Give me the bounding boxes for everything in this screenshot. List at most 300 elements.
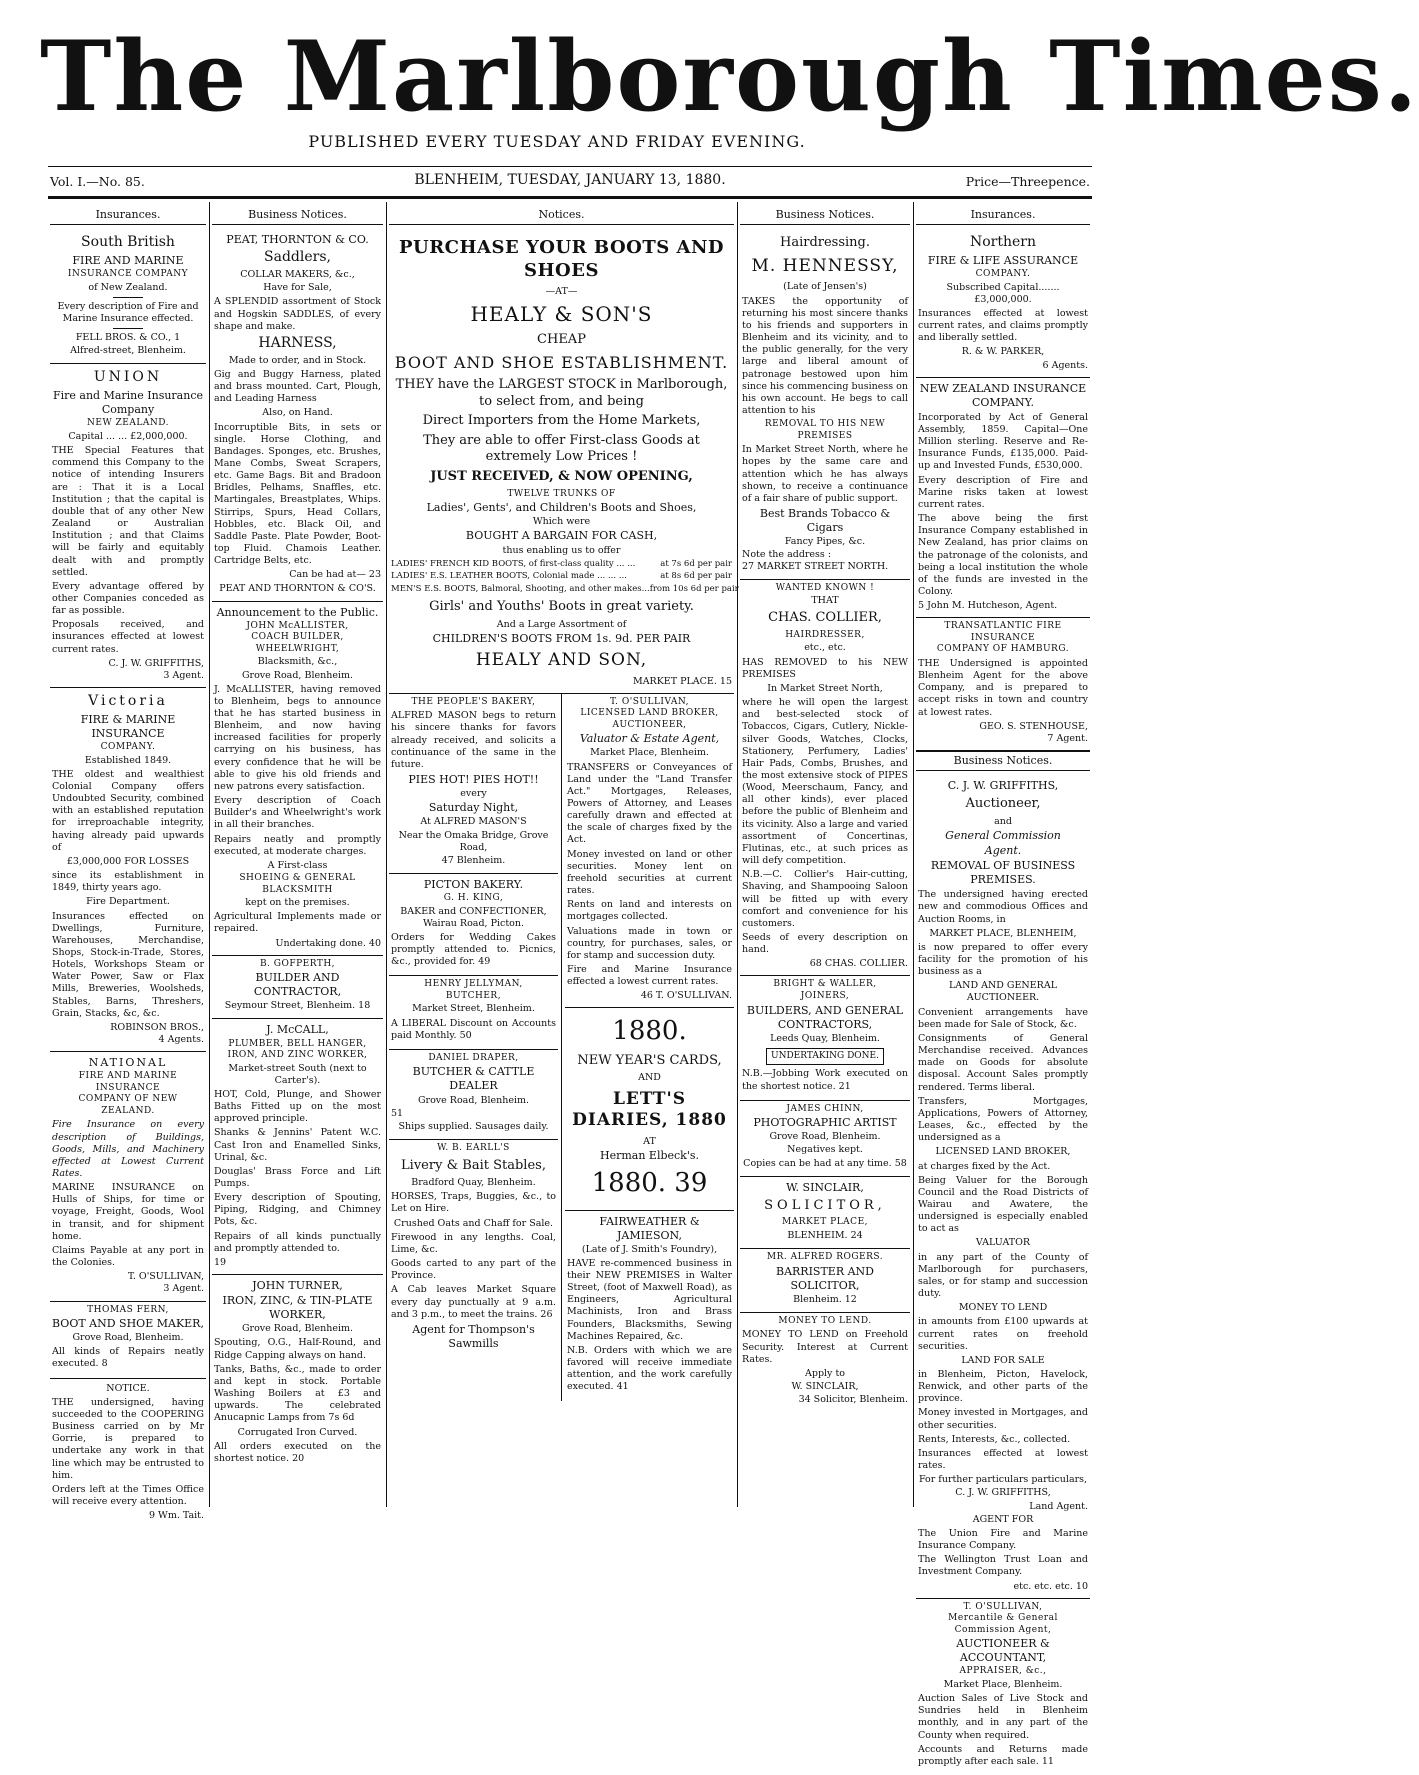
ad-signature: 9 Wm. Tait. <box>148 1510 204 1522</box>
ad-south-british <box>50 229 206 364</box>
ad-line: SHOEING & GENERAL BLACKSMITH <box>239 873 356 895</box>
column-divider <box>386 202 387 1507</box>
ad-chas-collier <box>740 580 910 977</box>
ad-signature: Alfred-street, Blenheim. <box>70 345 186 357</box>
ad-signature: 47 Blenheim. <box>441 854 506 866</box>
ad-title: T. O'SULLIVAN, <box>609 696 690 707</box>
ad-national <box>50 1052 206 1301</box>
ad-body: Insurances effected on Dwellings, Furniture, Warehouses, Merchandise, Shops, Stock-in-Trade, Stores, Hotels, Workshops Steam or Water Power, Saw or Flax Mills, Breweries, Woolsheds, Stables, Barns, Threshers, Grain, Stacks, &c, &c. <box>52 910 204 1019</box>
ad-body: Rents on land and interests on mortgages collected. <box>567 899 732 923</box>
price-value: at 7s 6d per pair <box>660 558 732 569</box>
ad-subtitle: BUTCHER & CATTLE DEALER <box>412 1065 535 1093</box>
ad-signature: 3 Agent. <box>163 669 204 681</box>
ad-body: THE oldest and wealthiest Colonial Company offers Undoubted Security, combined with an established reputation for irreproachable integrity, having already paid upwards of <box>52 768 204 853</box>
ad-title: Northern <box>969 234 1036 251</box>
ad-line: Negatives kept. <box>787 1144 863 1156</box>
column-business-notices-left <box>212 208 383 1508</box>
ad-title: HENRY JELLYMAN, <box>424 979 523 990</box>
ad-gofperth <box>212 956 383 1020</box>
ad-line: Girls' and Youths' Boots in great variety. <box>429 598 694 614</box>
ad-body: Goods carted to any part of the Province. <box>391 1258 556 1282</box>
ad-subtitle: IRON, ZINC, & TIN-PLATE WORKER, <box>222 1294 373 1322</box>
ad-body: Gig and Buggy Harness, plated and brass mounted. Cart, Plough, and Leading Harness <box>214 368 381 405</box>
ad-body: Proposals received, and insurances effected at lowest current rates. <box>52 619 204 655</box>
ad-line: AUCTIONEER & ACCOUNTANT, <box>956 1637 1050 1665</box>
ad-body: J. McALLISTER, having removed to Blenheim, begs to announce that he has started business in Blenheim, and now having increased facilities for properly carrying on his business, has every confidence that he will be able to give his old friends and new patrons every satisfaction. <box>214 683 381 792</box>
ad-body: Fire and Marine Insurance effected a lowest current rates. <box>567 964 732 988</box>
ad-line: Saturday Night, <box>428 801 519 815</box>
ad-body: All kinds of Repairs neatly executed. 8 <box>52 1346 204 1370</box>
ad-line: NEW ZEALAND. <box>87 418 169 429</box>
ad-line: MARKET PLACE, <box>782 1217 868 1228</box>
ad-line: BLENHEIM. 24 <box>787 1229 863 1241</box>
ad-line: Which were <box>532 516 591 528</box>
ad-line: Grove Road, Blenheim. <box>417 1094 530 1106</box>
ad-line: thus enabling us to offer <box>502 544 621 556</box>
ad-body: N.B.—C. Collier's Hair-cutting, Shaving, and Shampooing Saloon will be fitted up with every comfort and convenience for his customers. <box>742 869 908 929</box>
ad-body: Claims Payable at any port in the Colonies. <box>52 1244 204 1269</box>
ad-signature: T. O'SULLIVAN, <box>127 1271 204 1283</box>
ad-picton-bakery <box>389 874 558 976</box>
ad-body: in Blenheim, Picton, Havelock, Renwick, and other parts of the province. <box>918 1369 1088 1405</box>
ad-title: NEW YEAR'S CARDS, <box>577 1052 722 1068</box>
ad-body: Valuations made in town or country, for purchases, sales, or for stamp and succession duty. <box>567 925 732 961</box>
ad-line: TWELVE TRUNKS OF <box>507 488 616 499</box>
ad-line: Corrugated Iron Curved. <box>237 1426 358 1438</box>
ad-line: COMPANY OF NEW ZEALAND. <box>78 1094 178 1116</box>
ad-line: Market Place, Blenheim. <box>943 1678 1063 1690</box>
ad-body: Seeds of every description on hand. <box>742 932 908 956</box>
ad-title: JOHN TURNER, <box>252 1279 343 1293</box>
ad-line: LICENSED LAND BROKER, <box>935 1146 1071 1158</box>
ad-line: And a Large Assortment of <box>496 618 627 630</box>
ad-line: Capital ... ... £2,000,000. <box>68 430 188 442</box>
ad-subtitle: Mercantile & General Commission Agent, <box>948 1613 1058 1635</box>
ad-body: Every advantage offered by other Companies conceded as far as possible. <box>52 580 204 617</box>
ad-signature: 19 <box>214 1256 227 1268</box>
ad-fairweather-jamieson <box>565 1211 734 1401</box>
ad-body: A SPLENDID assortment of Stock and Hogskin SADDLES, of every shape and make. <box>214 296 381 332</box>
ad-subtitle: (Late of J. Smith's Foundry), <box>581 1243 718 1255</box>
ad-body: since its establishment in 1849, thirty years ago. <box>52 870 204 894</box>
ad-signature: 46 T. O'SULLIVAN. <box>640 990 732 1002</box>
ad-line: etc., etc. <box>804 642 846 654</box>
ad-body: Consignments of General Merchandise received. Advances made on Goods for absolute disposal. Account Sales promptly rendered. Terms liberal. <box>918 1032 1088 1093</box>
ad-line: of New Zealand. <box>88 281 168 293</box>
ad-body: They are able to offer First-class Goods at extremely Low Prices ! <box>423 432 700 465</box>
masthead-rule <box>48 166 1092 167</box>
ad-body: in any part of the County of Marlborough for purchasers, sales, or for stamp and succession duty. <box>918 1251 1088 1300</box>
ad-body: N.B. Orders with which we are favored will receive immediate attention, and the work carefully executed. 41 <box>567 1344 732 1393</box>
center-sub-columns <box>389 694 734 1401</box>
ad-mcallister <box>212 602 383 956</box>
ad-line: At ALFRED MASON'S <box>420 816 527 828</box>
ad-osullivan-auctioneer <box>916 1599 1090 1775</box>
ad-signature: 51 <box>391 1107 404 1119</box>
dateline-rule <box>48 196 1092 199</box>
ad-body: The undersigned having erected new and commodious Offices and Auction Rooms, in <box>918 889 1088 925</box>
ad-body: Every description of Coach Builder's and Wheelwright's work in all their branches. <box>214 795 381 831</box>
ad-body: Insurances effected at lowest rates. <box>918 1447 1088 1472</box>
ad-title: W. B. EARLL'S <box>437 1142 510 1153</box>
ad-body: TRANSFERS or Conveyances of Land under the "Land Transfer Act." Mortgages, Releases, Powers of Attorney, and Leases carefully drawn and effected at the scale of charges fixed by the Act. <box>567 761 732 846</box>
ad-subtitle: FIRE AND MARINE INSURANCE <box>78 1071 178 1093</box>
ad-title: T. O'SULLIVAN, <box>963 1601 1043 1612</box>
ad-subtitle: SOLICITOR, <box>764 1197 886 1213</box>
ad-line: HARNESS, <box>258 334 337 351</box>
volume-number: Vol. I.—No. 85. <box>50 174 145 189</box>
ad-line: COMPANY. <box>100 742 156 753</box>
ad-line: APPRAISER, &c., <box>959 1666 1047 1677</box>
price-row <box>391 583 739 596</box>
ad-body: Every description of Spouting, Piping, Ridging, and Chimney Pots, &c. <box>214 1192 381 1228</box>
price-item: MEN'S E.S. BOOTS, Balmoral, Shooting, and other makes... <box>391 584 650 595</box>
ad-signature: MARKET PLACE. 15 <box>632 675 732 687</box>
ad-body: Convenient arrangements have been made for Sale of Stock, &c. <box>918 1006 1088 1030</box>
dateline: BLENHEIM, TUESDAY, JANUARY 13, 1880. <box>414 172 726 188</box>
ad-body: Being Valuer for the Borough Council and the Road Districts of Wairau and Awatere, the undersigned is especially enabled to act as <box>918 1174 1088 1235</box>
ad-body: Crushed Oats and Chaff for Sale. <box>393 1217 554 1229</box>
ad-body: The above being the first Insurance Company established in New Zealand, has prior claims on the patronage of the colonists, and being a local institution the whole of the funds are invested in the Colony. <box>918 513 1088 598</box>
ad-title: NOTICE. <box>106 1382 150 1394</box>
column-heading: Insurances. <box>50 208 206 225</box>
ad-title: JAMES CHINN, <box>786 1103 864 1114</box>
ad-subtitle: PLUMBER, BELL HANGER, IRON, AND ZINC WORKER, <box>227 1038 368 1061</box>
price-row <box>391 570 732 583</box>
ad-body: in amounts from £100 upwards at current rates on freehold securities. <box>918 1316 1088 1352</box>
ad-signature: FELL BROS. & CO., 1 <box>75 332 181 344</box>
ad-title: PURCHASE YOUR BOOTS AND SHOES <box>398 237 725 282</box>
ad-subtitle: Fire and Marine Insurance Company <box>52 389 203 417</box>
ad-line: CHILDREN'S BOOTS FROM 1s. 9d. PER PAIR <box>432 631 691 645</box>
ad-line: Made to order, and in Stock. <box>228 354 367 366</box>
ad-northern <box>916 229 1090 378</box>
column-insurances-right <box>916 208 1090 1767</box>
ad-line: Fire Department. <box>86 896 170 908</box>
ad-title: South British <box>81 234 175 251</box>
ad-signature: 5 John M. Hutcheson, Agent. <box>918 600 1058 612</box>
newspaper-subtitle: PUBLISHED EVERY TUESDAY AND FRIDAY EVENING. <box>308 132 806 151</box>
column-heading: Business Notices. <box>740 208 910 225</box>
ad-body: Douglas' Brass Force and Lift Pumps. <box>214 1165 381 1189</box>
ad-griffiths-auctioneer <box>916 775 1090 1599</box>
newspaper-title: The Marlborough Times. <box>40 20 1419 133</box>
ad-body: THE undersigned, having succeeded to the COOPERING Business carried on by Mr Gorrie, is prepared to undertake any work in that line which may be entrusted to him. <box>52 1396 204 1481</box>
ad-hennessy <box>740 229 910 580</box>
ad-body: at charges fixed by the Act. <box>918 1160 1051 1172</box>
column-divider <box>737 202 738 1507</box>
ad-signature: C. J. W. GRIFFITHS, <box>108 657 204 669</box>
column-notices-center <box>389 208 739 1508</box>
ad-line: LAND AND GENERAL AUCTIONEER. <box>948 980 1058 1004</box>
ad-signature: 68 CHAS. COLLIER. <box>809 958 908 970</box>
ad-body: Spouting, O.G., Half-Round, and Ridge Capping always on hand. <box>214 1337 381 1361</box>
ad-title: THE PEOPLE'S BAKERY, <box>411 696 536 707</box>
ad-line: BOUGHT A BARGAIN FOR CASH, <box>465 529 658 543</box>
ad-title: WANTED KNOWN ! <box>775 582 875 593</box>
ad-line: Grove Road, Blenheim. <box>769 1131 881 1143</box>
ad-body: THE Special Features that commend this Company to the notice of intending Insurers are : That it is a Local Institution ; that the capital is double that of any other New Zealand or Australian Institution ; and that Claims will be fairly and equitably dealt with and promptly settled. <box>52 445 204 578</box>
ad-line: AGENT FOR <box>972 1513 1034 1525</box>
ad-line: Blenheim. 12 <box>793 1293 857 1305</box>
ad-body: is now prepared to offer every facility for the promotion of his business as a <box>918 941 1088 978</box>
ad-signature: GEO. S. STENHOUSE, <box>979 720 1088 732</box>
ad-line: Herman Elbeck's. <box>599 1149 700 1163</box>
ad-line: Also, on Hand. <box>262 407 333 419</box>
ad-transatlantic <box>916 618 1090 751</box>
price: Price—Threepence. <box>965 174 1090 189</box>
ad-victoria <box>50 688 206 1052</box>
ad-line: AT <box>643 1136 656 1148</box>
ad-line: AUCTIONEER, <box>612 719 687 730</box>
ad-line: Note the address : <box>742 549 832 561</box>
ad-line: Market Street, Blenheim. <box>412 1003 535 1015</box>
ad-line: REMOVAL TO HIS NEW PREMISES <box>764 419 886 441</box>
ad-nz-insurance <box>916 378 1090 619</box>
ad-title: Victoria <box>88 693 168 710</box>
ad-line: BAKER and CONFECTIONER, Wairau Road, Picton. <box>400 905 547 929</box>
ad-healy-son <box>389 229 739 694</box>
ad-line: and <box>994 815 1012 827</box>
ad-earll-stables <box>389 1140 558 1357</box>
ad-subtitle: PHOTOGRAPHIC ARTIST <box>753 1116 897 1130</box>
ad-line: LAND FOR SALE <box>961 1354 1045 1366</box>
ad-line: PIES HOT! PIES HOT!! <box>408 773 539 787</box>
ad-body: N.B.—Jobbing Work executed on the shortest notice. 21 <box>742 1068 908 1092</box>
ad-body: Fire Insurance on every description of Buildings, Goods, Mills, and Machinery effected at Lowest Current Rates. <box>52 1119 204 1179</box>
ad-line: THAT <box>811 595 839 607</box>
ad-line: Grove Road, Blenheim. <box>72 1332 184 1344</box>
ad-line: Have for Sale, <box>263 282 332 294</box>
ad-body: Firewood in any lengths. Coal, Lime, &c. <box>391 1231 556 1255</box>
ad-line: Bradford Quay, Blenheim. <box>411 1177 536 1189</box>
price-value: from 10s 6d per pair <box>649 584 739 595</box>
ad-body: Every description of Fire and Marine risks taken at lowest current rates. <box>918 474 1088 510</box>
ad-james-chinn <box>740 1101 910 1177</box>
ad-peoples-bakery <box>389 694 558 874</box>
ad-line: HEALY AND SON, <box>475 649 648 670</box>
ad-body: Incorporated by Act of General Assembly, 1859. Capital—One Million sterling. Reserve and Re-Insurance Funds, £135,000. Paid-up and Invested Funds, £530,000. <box>918 411 1088 472</box>
ad-osullivan-land <box>565 694 734 1009</box>
ad-line: VALUATOR <box>975 1237 1031 1249</box>
ad-line: Subscribed Capital.......£3,000,000. <box>946 281 1060 305</box>
column-insurances-left <box>50 208 206 1522</box>
ad-line: Agent for Thompson's Sawmills <box>412 1322 535 1350</box>
ad-title: DANIEL DRAPER, <box>428 1052 519 1063</box>
ad-line: £3,000,000 FOR LOSSES <box>66 855 190 867</box>
ad-subtitle: FIRE & MARINE INSURANCE <box>80 712 176 741</box>
ad-body: Every description of Fire and Marine Insurance effected. <box>57 300 199 324</box>
ad-subtitle: BOOT AND SHOE MAKER, <box>52 1317 204 1331</box>
ad-line: REMOVAL OF BUSINESS PREMISES. <box>930 859 1076 887</box>
ad-line: INSURANCE COMPANY <box>67 269 189 280</box>
ad-body: Repairs neatly and promptly executed, at moderate charges. <box>214 833 381 857</box>
ad-body: Transfers, Mortgages, Applications, Powers of Attorney, Leases, &c., effected by the undersigned as a <box>918 1095 1088 1144</box>
price-row <box>391 558 732 571</box>
ad-body: MARINE INSURANCE on Hulls of Ships, for time or voyage, Freight, Goods, Wool in transit, and for shipment home. <box>52 1182 204 1242</box>
ad-subtitle: HEALY & SON'S <box>470 302 653 327</box>
ad-line: (Late of Jensen's) <box>783 281 867 293</box>
ad-line: HAIRDRESSER, <box>785 629 865 640</box>
ad-subtitle: Livery & Bait Stables, <box>401 1157 546 1173</box>
ad-title: J. McCALL, <box>266 1023 329 1037</box>
ad-subtitle: JOHN McALLISTER, <box>246 620 349 631</box>
ad-signature: 3 Agent. <box>163 1283 204 1295</box>
ad-body: Auction Sales of Live Stock and Sundries held in Blenheim monthly, and in any part of the County when required. <box>918 1693 1088 1741</box>
ad-body: A LIBERAL Discount on Accounts paid Monthly. 50 <box>391 1017 556 1041</box>
ad-body: Shanks & Jennins' Patent W.C. Cast Iron and Enamelled Sinks, Urinal, &c. <box>214 1127 381 1163</box>
ad-line: kept on the premises. <box>245 897 350 909</box>
undertaking-box: UNDERTAKING DONE. <box>766 1048 884 1066</box>
ad-year: 1880. <box>612 1016 687 1047</box>
ad-signature: ROBINSON BROS., <box>110 1021 204 1033</box>
ad-line: BUILDERS, AND GENERAL CONTRACTORS, <box>746 1003 904 1031</box>
ad-title: C. J. W. GRIFFITHS, <box>947 779 1059 793</box>
ad-body: HOT, Cold, Plunge, and Shower Baths Fitted up on the most approved principle. <box>214 1088 381 1125</box>
ad-line: Agent. <box>984 843 1022 857</box>
ad-body: Agricultural Implements made or repaired. <box>214 911 381 935</box>
ad-line: Blacksmith, &c., <box>257 656 338 668</box>
ad-body: THEY have the LARGEST STOCK in Marlborough, to select from, and being <box>395 376 728 409</box>
ad-title: PEAT, THORNTON & CO. <box>226 233 369 247</box>
ad-signature: R. & W. PARKER, <box>961 346 1045 358</box>
ad-john-turner <box>212 1275 383 1472</box>
ad-body: HAVE re-commenced business in their NEW PREMISES in Walter Street, (foot of Maxwell Road), as Engineers, Agricultural Machinists, Iron and Brass Founders, Blacksmiths, Sewing Machines Repaired, &c. <box>567 1257 732 1342</box>
ad-subtitle: JOINERS, <box>800 991 850 1001</box>
ad-title: NATIONAL <box>88 1056 168 1070</box>
ad-line: Established 1849. <box>84 754 172 766</box>
ad-body: Rents, Interests, &c., collected. <box>918 1433 1071 1445</box>
ad-body: where he will open the largest and best-selected stock of Tobaccos, Cigars, Cutlery, Nickle-silver Goods, Watches, Clocks, Stationery, Perfumery, Ladies' Hair Pads, Combs, Brushes, and the most extensive stock of PIPES (Wood, Meerschaum, Fancy, and all other kinds), ever placed before the public of Blenheim and its vicinity. Also a large and varied assortment of Concertinas, Flutinas, etc., at such prices as will defy competition. <box>742 697 908 867</box>
ad-daniel-draper <box>389 1050 558 1140</box>
issue-meta <box>50 170 1090 192</box>
ad-line: CHEAP <box>537 331 586 347</box>
ad-subtitle: FIRE & LIFE ASSURANCE <box>927 253 1079 267</box>
ad-line: Ladies', Gents', and Children's Boots and Shoes, <box>426 501 697 515</box>
ad-line: JUST RECEIVED, & NOW OPENING, <box>430 469 693 485</box>
ad-year: 1880. 39 <box>591 1168 708 1199</box>
ad-line: Grove Road, Blenheim. <box>241 1323 354 1335</box>
ad-subtitle: Auctioneer, <box>965 796 1041 812</box>
ad-signature: Undertaking done. 40 <box>275 937 381 949</box>
ad-line: Seymour Street, Blenheim. 18 <box>224 1000 371 1012</box>
ad-title: THOMAS FERN, <box>87 1304 169 1315</box>
ad-line: BOOT AND SHOE ESTABLISHMENT. <box>394 352 729 372</box>
ad-signature: C. J. W. GRIFFITHS, <box>955 1487 1051 1499</box>
ad-henry-jellyman <box>389 976 558 1050</box>
ad-subtitle: BUTCHER, <box>445 990 502 1001</box>
ad-body: The Union Fire and Marine Insurance Company. <box>918 1527 1088 1552</box>
ad-line: COACH BUILDER, WHEELWRIGHT, <box>251 632 344 654</box>
ad-line: MARKET PLACE, BLENHEIM, <box>929 927 1077 939</box>
ad-line: General Commission <box>945 828 1061 842</box>
ad-mccall <box>212 1019 383 1275</box>
ad-line: —AT— <box>545 286 578 298</box>
ad-subtitle: LICENSED LAND BROKER, <box>580 708 719 719</box>
ad-body: MONEY TO LEND on Freehold Security. Interest at Current Rates. <box>742 1329 908 1365</box>
column-divider <box>209 202 210 1507</box>
ad-body: ALFRED MASON begs to return his sincere thanks for favors already received, and solicits a continuance of the same in the future. <box>391 710 556 770</box>
ad-title: FAIRWEATHER & JAMIESON, <box>599 1214 700 1242</box>
ad-signature: PEAT AND THORNTON & CO'S. <box>219 582 376 594</box>
ad-body: Accounts and Returns made promptly after each sale. 11 <box>918 1743 1088 1767</box>
ad-signature: 27 MARKET STREET NORTH. <box>742 561 889 573</box>
ad-title: NEW ZEALAND INSURANCE COMPANY. <box>919 381 1087 409</box>
ad-line: Grove Road, Blenheim. <box>241 669 354 681</box>
ad-title: MONEY TO LEND. <box>778 1315 872 1326</box>
ad-bright-waller <box>740 976 910 1100</box>
ad-title: Hairdressing. <box>779 235 871 251</box>
ad-thomas-fern <box>50 1302 206 1379</box>
ad-subtitle: FIRE AND MARINE <box>72 253 184 267</box>
ad-signature: 4 Agents. <box>158 1034 204 1046</box>
ad-subtitle: G. H. KING, <box>443 893 504 904</box>
ad-line: MONEY TO LEND <box>958 1302 1048 1314</box>
ad-peat-thornton <box>212 229 383 602</box>
ad-signature: Can be had at— 23 <box>289 569 381 581</box>
ad-subtitle: Saddlers, <box>264 249 331 266</box>
ad-title: MR. ALFRED ROGERS. <box>766 1252 884 1263</box>
ad-line: Direct Importers from the Home Markets, <box>422 413 701 429</box>
ad-body: Incorruptible Bits, in sets or single. Horse Clothing, and Bandages. Sponges, etc. Brushes, Mane Combs, Sweat Scrapers, etc. Game Bags. Bit and Bradoon Bridles, Pelhams, Snaffles, etc. Martingales, Breastplates, Whips. Stirrips, Spurs, Head Collars, Hobbles, etc. Black Oil, and Saddle Paste. Plate Powder, Boot-top Fluid. Chamois Leather. Cartridge Belts, etc. <box>214 421 381 567</box>
ad-line: Market-street South (next to Carter's). <box>228 1062 367 1086</box>
ad-alfred-rogers <box>740 1249 910 1313</box>
ad-subtitle: M. HENNESSY, <box>751 255 899 276</box>
price-list <box>391 558 739 596</box>
ad-body: Orders left at the Times Office will receive every attention. <box>52 1483 204 1508</box>
ad-signature: 6 Agents. <box>1042 359 1088 371</box>
ad-line: every <box>460 788 487 800</box>
ad-signature: 7 Agent. <box>1047 732 1088 744</box>
ad-notice-coopering <box>50 1379 206 1528</box>
ad-line: Best Brands Tobacco & Cigars <box>759 506 891 535</box>
price-item: LADIES' E.S. LEATHER BOOTS, Colonial made ... ... ... <box>391 571 627 582</box>
ad-line: COMPANY. <box>975 269 1031 280</box>
ad-title: Announcement to the Public. <box>216 605 379 619</box>
ad-money-to-lend <box>740 1313 910 1411</box>
ad-subtitle: LETT'S DIARIES, 1880 <box>572 1088 727 1131</box>
ad-line: Leeds Quay, Blenheim. <box>770 1032 880 1044</box>
ad-body: Copies can be had at any time. 58 <box>743 1157 907 1169</box>
ad-subtitle: BARRISTER AND SOLICITOR, <box>775 1264 874 1292</box>
ad-body: A Cab leaves Market Square every day punctually at 9 a.m. and 3 p.m., to meet the trains. 26 <box>391 1284 556 1320</box>
ad-subtitle: CHAS. COLLIER, <box>768 610 882 626</box>
masthead <box>40 20 1419 133</box>
ad-title: UNION <box>93 369 163 386</box>
ad-body: Insurances effected at lowest current rates, and claims promptly and liberally settled. <box>918 307 1088 344</box>
ad-herman-elbeck <box>565 1008 734 1210</box>
ad-title: PICTON BAKERY. <box>423 877 524 891</box>
ad-union <box>50 364 206 688</box>
ad-body: HAS REMOVED to his NEW PREMISES <box>742 656 908 680</box>
column-heading: Business Notices. <box>212 208 383 225</box>
price-item: LADIES' FRENCH KID BOOTS, of first-class quality ... ... <box>391 558 636 569</box>
price-value: at 8s 6d per pair <box>660 571 732 582</box>
ad-signature: Land Agent. <box>1029 1500 1088 1512</box>
ad-line: COLLAR MAKERS, &c., <box>240 269 355 281</box>
ad-line: Near the Omaka Bridge, Grove Road, <box>398 829 549 853</box>
ad-body: The Wellington Trust Loan and Investment Company. <box>918 1554 1088 1578</box>
ad-line: A First-class <box>267 859 328 871</box>
center-sub-right <box>562 694 734 1401</box>
ad-line: Valuator & Estate Agent, <box>579 732 720 746</box>
ad-body: HORSES, Traps, Buggies, &c., to Let on Hire. <box>391 1191 556 1215</box>
ad-subtitle: BUILDER AND CONTRACTOR, <box>253 971 342 999</box>
ad-body: TAKES the opportunity of returning his most sincere thanks to his friends and supporters in Blenheim and its vicinity, and to the public generally, for the very large and liberal amount of patronage bestowed upon him since his commencing business on his own account. He begs to call attention to his <box>742 295 908 417</box>
ad-line: Apply to <box>805 1367 845 1379</box>
ad-signature: 34 Solicitor, Blenheim. <box>798 1394 908 1406</box>
center-sub-left <box>389 694 562 1401</box>
